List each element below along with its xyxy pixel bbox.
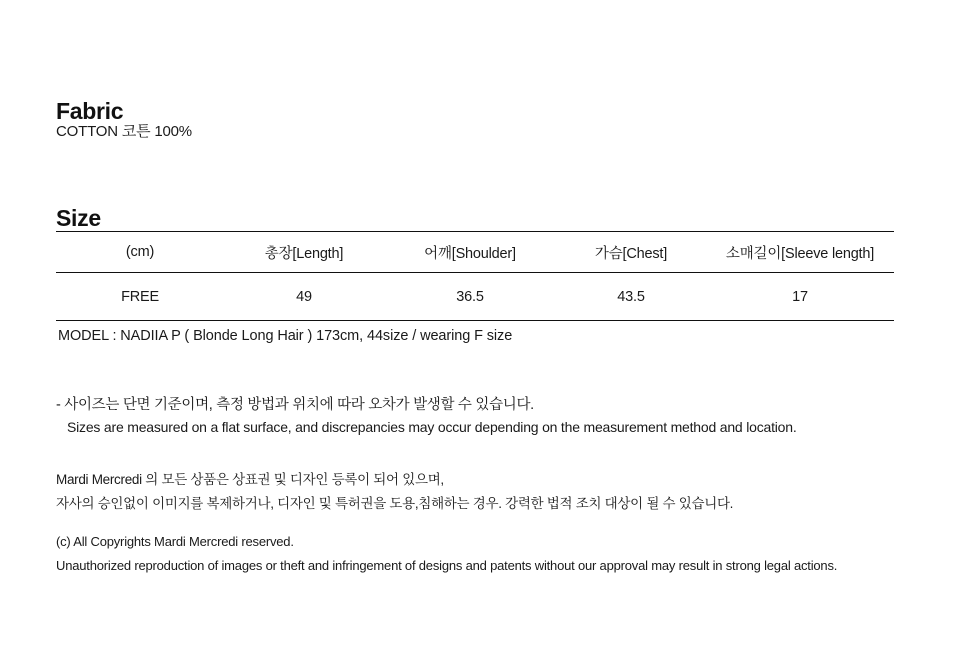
fabric-section-heading: Fabric xyxy=(56,98,124,125)
copyright-text: (c) All Copyrights Mardi Mercredi reserved. xyxy=(56,534,294,549)
model-info-text: MODEL : NADIIA P ( Blonde Long Hair ) 173cm, 44size / wearing F size xyxy=(58,328,513,344)
legal-notice-block xyxy=(56,468,946,516)
table-header-cell-length: 총장[Length] xyxy=(224,232,384,273)
size-table xyxy=(56,231,894,321)
table-row xyxy=(56,273,894,321)
legal-notice-korean-line-2: 자사의 승인없이 이미지를 복제하거나, 디자인 및 특허권을 도용,침해하는 경우. 강력한 법적 조치 대상이 될 수 있습니다. xyxy=(56,496,734,512)
table-header-cell-unit: (cm) xyxy=(56,232,224,273)
table-cell-sleeve: 17 xyxy=(706,273,894,321)
fabric-composition-text: COTTON 코튼 100% xyxy=(56,123,192,140)
table-header-cell-chest: 가슴[Chest] xyxy=(556,232,706,273)
table-header-cell-shoulder: 어깨[Shoulder] xyxy=(384,232,556,273)
table-header-row xyxy=(56,232,894,273)
measurement-note-english: Sizes are measured on a flat surface, and discrepancies may occur depending on the measurement method and location. xyxy=(67,418,797,435)
measurement-note-korean: - 사이즈는 단면 기준이며, 측정 방법과 위치에 따라 오차가 발생할 수 있습니다. xyxy=(56,397,534,413)
table-cell-shoulder: 36.5 xyxy=(384,273,556,321)
table-cell-size-name: FREE xyxy=(56,273,224,321)
measurement-note-block xyxy=(56,395,936,438)
legal-notice-english: Unauthorized reproduction of images or theft and infringement of designs and patents without our approval may result in strong legal actions. xyxy=(56,558,838,574)
table-cell-chest: 43.5 xyxy=(556,273,706,321)
size-section-heading: Size xyxy=(56,205,101,232)
copyright-block xyxy=(56,530,946,578)
table-header-cell-sleeve: 소매길이[Sleeve length] xyxy=(706,232,894,273)
legal-notice-korean-line-1: Mardi Mercredi 의 모든 상품은 상표권 및 디자인 등록이 되어 있으며, xyxy=(56,472,444,487)
table-cell-length: 49 xyxy=(224,273,384,321)
